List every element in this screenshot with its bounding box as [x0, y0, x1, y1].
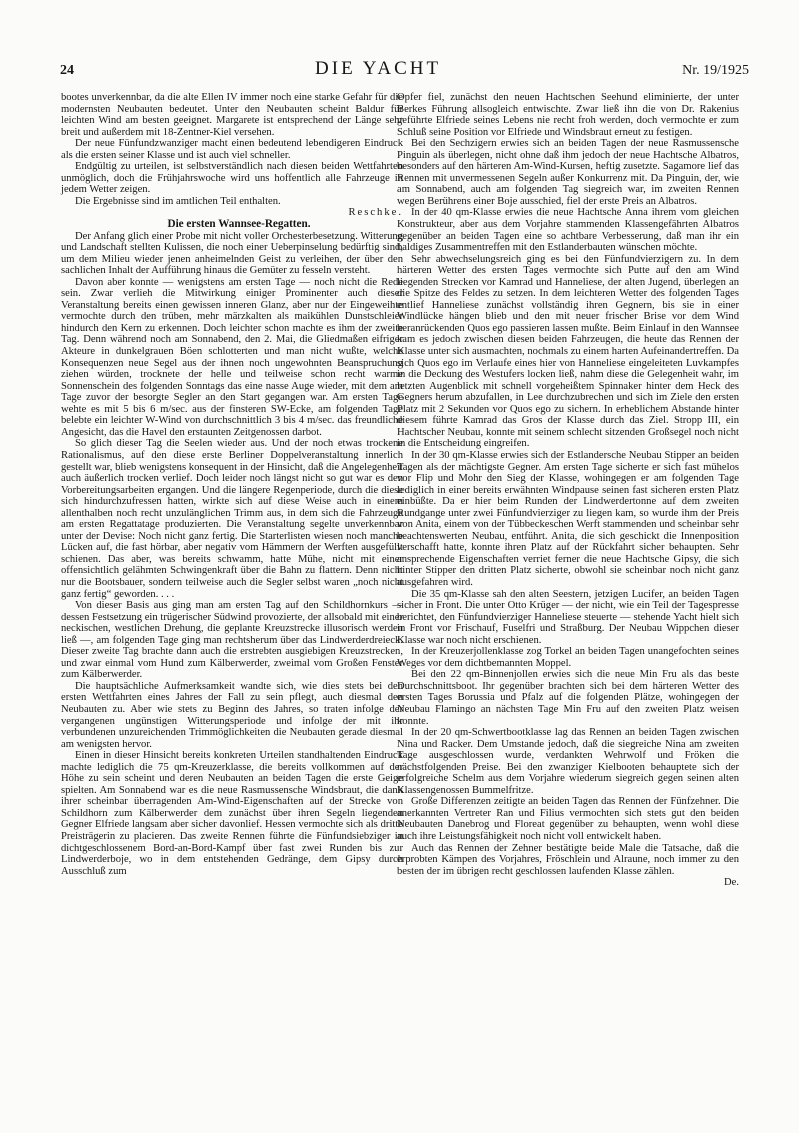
paragraph: Große Differenzen zeitigte an beiden Tagen das Rennen der Fünfzehner. Die anerkannten Vertreter Ran und Filius vermochten sich stets gut den beiden Neubauten Danebrog und Floreat gegenüber zu behaupten, wenn wohl diese auch ihre Leistungsfähigkeit noch nicht voll entwickelt haben.	[397, 796, 739, 842]
paragraph: Die hauptsächliche Aufmerksamkeit wandte sich, wie dies stets bei den ersten Wettfahrten eines Jahres der Fall zu sein pflegt, auch diesmal den Neubauten zu. Aber wie stets zu Beginn des Jahres, so traten infolge der vergangenen ungünstigen Witterungsperiode und infolge der mit ihr verbundenen unzureichenden Trimmöglichkeiten die Neubauten gerade diesmal am wenigsten hervor.	[61, 680, 403, 750]
paragraph: Bei den 22 qm-Binnenjollen erwies sich die neue Min Fru als das beste Durchschnittsboot. Ihr gegenüber brachten sich bei dem härteren Wetter des ersten Tages Borussia und Pfalz auf die folgenden Plätze, wohingegen der Neubau Flamingo an nächsten Tage Min Fru auf den zweiten Platz weisen konnte.	[397, 669, 739, 727]
author-signature: De.	[723, 877, 739, 889]
paragraph: In der Kreuzerjollenklasse zog Torkel an beiden Tagen unangefochten seines Weges vor dem dichtbemannten Moppel.	[397, 646, 739, 669]
paragraph: bootes unverkennbar, da die alte Ellen IV immer noch eine starke Gefahr für die modernsten Neubauten bedeutet. Unter den Neubauten scheint Baldur für leichten Wind am besten geeignet. Margarete ist entsprechend der Länge sehr breit und außerdem mit 18-Zentner-Kiel versehen.	[61, 92, 403, 138]
journal-title: DIE YACHT	[315, 58, 442, 79]
paragraph: Von dieser Basis aus ging man am ersten Tag auf den Schildhornkurs — dessen Festsetzung ein trügerischer Südwind provozierte, der allsobald mit einer neckischen, westlichen Drehung, die geplante Kreuzstrecke illusorisch werden ließ —, am folgenden Tage ging man rechtsherum über das Lindwerderdreieck. Dieser zweite Tag brachte dann auch die erstrebten ausgiebigen Kreuzstrecken, und zwar einmal vom Hund zum Kälberwerder, zweimal vom Großen Fenster zum Kälberwerder.	[61, 600, 403, 681]
paragraph: Die 35 qm-Klasse sah den alten Seestern, jetzigen Lucifer, an beiden Tagen sicher in Front. Die unter Otto Krüger — der nicht, wie ein Teil der Tagespresse berichtet, den Fünfundvierziger Hanneliese steuerte — stehende Yacht hielt sich in Front vor Frischauf, Fuselfri und Straßburg. Der Neubau Wippchen dieser Klasse war noch nicht erschienen.	[397, 588, 739, 646]
right-column	[397, 92, 739, 889]
paragraph: Opfer fiel, zunächst den neuen Hachtschen Seehund eliminierte, der unter Berkes Führung allsogleich entwischte. Zwar ließ ihn die von Dr. Rakenius geführte Elfriede seines Lebens nie recht froh werden, doch vermochte er zum Schluß seine Position vor Elfriede und Windsbraut erneut zu festigen.	[397, 92, 739, 138]
issue-number: Nr. 19/1925	[682, 63, 749, 78]
paragraph: Der neue Fünfundzwanziger macht einen bedeutend lebendigeren Eindruck als die ersten seiner Klasse und ist auch viel schneller.	[61, 138, 403, 161]
paragraph: In der 30 qm-Klasse erwies sich der Estlandersche Neubau Stipper an beiden Tagen als der mächtigste Gegner. Am ersten Tage sicherte er sich fast mühelos vor Flip und Mohr den Sieg der Klasse, wohingegen er am folgenden Tage lediglich in einer bereits erwähnten Windpause seinen fast sicheren ersten Platz einbüßte. Da er hier beim Runden der Lindwerdertonne auf dem zweiten Rundgange unter zwei Fünfundvierziger zu liegen kam, so wurde ihm der Preis von Anita, einem von der Tübbeckeschen Werft stammenden und scheinbar sehr beachtenswerten Neubau, entführt. Anita, die sich geschickt die Innenposition verschafft hatte, konnte ihren Platz auf der Rückfahrt sicher behaupten. Sehr ansprechende Eigenschaften verriet ferner die neue Hachtsche Gipsy, die sich hinter Stipper den dritten Platz sicherte, obwohl sie scheinbar noch nicht ganz ausgefahren wird.	[397, 449, 739, 588]
paragraph: Der Anfang glich einer Probe mit nicht voller Orchesterbesetzung. Witterung und Landschaft stellten Kulissen, die noch einer Ueberpinselung bedürftig sind, um dem Milieu wieder jenen anheimelnden Geist zu verleihen, der über den sachlichen Inhalt der Aufführung hinaus die Gemüter zu fesseln versteht.	[61, 230, 403, 277]
paragraph: So glich dieser Tag die Seelen wieder aus. Und der noch etwas trockene Rationalismus, auf den diese erste Berliner Doppelveranstaltung innerlich gestellt war, blieb wenigstens konsequent in der Hinsicht, daß die Angelegenheit auch äußerlich trocken verlief. Doch leider noch längst nicht so gut war es den Vorbereitungsarbeiten ergangen. Und die längere Regenperiode, durch die diese sich hindurchzufressen hatten, wirkte sich auf diese Weise auch in einem allenthalben noch recht unzulänglichen Trimm aus, in dem sich die Fahrzeuge am ersten Regattatage produzierten. Die Veranstaltung segelte unverkennbar unter der Devise: Noch nicht ganz fertig. Die Starterlisten wiesen noch manche Lücken auf, die fast hörbar, aber negativ vom Hämmern der Werften ausgefüllt schienen. Das aber, was bereits schwamm, hatte Mühe, nicht mit einer offensichtlich gelähmten Schwingenkraft über die Bahn zu flattern. Denn nicht nur die Bootsbauer, sondern teilweise auch die Segler selbst waren „noch nicht ganz fertig“ geworden. . . .	[61, 438, 403, 600]
left-column	[61, 92, 403, 877]
page-header	[60, 58, 749, 80]
paragraph: Einen in dieser Hinsicht bereits konkreten Urteilen standhaltenden Eindruck machte lediglich die 75 qm-Kreuzerklasse, die bereits vollkommen auf der Höhe zu sein scheint und deren Neubauten an beiden Tagen die erste Geige spielten. Am Sonnabend war es die neue Rasmussensche Windsbraut, die dank ihrer scheinbar überragenden Am-Wind-Eigenschaften auf der Strecke von Schildhorn zum Kälberwerder dem zunächst über ihren Segeln liegenden Gegner Elfriede langsam aber sicher davonlief. Hessen vermochte sich als dritte Preisträgerin zu placieren. Das zweite Rennen führte die Fünfundsiebziger in dichtgeschlossenem Bord-an-Bord-Kampf über fast zwei Runden bis zur Lindwerderboje, wo in dem entstehenden Gedränge, dem Gipsy durch Ausschluß zum	[61, 750, 403, 877]
paragraph: In der 20 qm-Schwertbootklasse lag das Rennen an beiden Tagen zwischen Nina und Racker. Dem Umstande jedoch, daß die siegreiche Nina am zweiten Tage ausgeschlossen wurde, verdankten Wehrwolf und Fröken die nächstfolgenden Preise. Bei den zwanziger Kielbooten behauptete sich der erfolgreiche Schelm aus dem Vorjahre wiederum siegreich gegen seinen alten Klassengenossen Bummelfritze.	[397, 727, 739, 796]
paragraph: Davon aber konnte — wenigstens am ersten Tage — noch nicht die Rede sein. Zwar verlieh die Mitwirkung einiger Prominenter auch dieser Veranstaltung bereits einen gewissen inneren Glanz, aber nur der Eingeweihte vermochte durch den trüben, mehr märzkalten als maikühlen Dunstschleier hindurch den Kern zu erkennen. Doch leichter schon machte es ihm der zweite Tag. Denn während noch am Sonnabend, den 2. Mai, die Gliedmaßen eifriger Akteure in dunkelgrauen Böen schlotterten und man nicht wußte, welche Konsequenzen neue Segel aus der ihnen noch ungewohnten Beanspruchung ziehen würden, trocknete der helle und teilweise schon recht warme Sonnenschein des folgenden Sonntags das eine nasse Auge wieder, mit dem am Tage zuvor der besorgte Segler an den Start gegangen war. Am ersten Tage wehte es mit 5 bis 6 m/sec. aus der finsteren SW-Ecke, am folgenden Tage belebte ein leichter W-Wind von durchschnittlich 3 bis 4 m/sec. das freundliche Angesicht, das die Havel den erstaunten Zeitgenossen darbot.	[61, 276, 403, 438]
paragraph: Sehr abwechselungsreich ging es bei den Fünfundvierzigern zu. In dem härteren Wetter des ersten Tages vermochte sich Putte auf den am Wind liegenden Strecken vor Kamrad und Hanneliese, der alten Jugend, überlegen an die Spitze des Feldes zu setzen. In dem leichteren Wetter des folgenden Tages entlief Hanneliese zunächst vollständig ihren Gegnern, bis sie in einer Windlücke hängen blieb und den mit neuer frischer Brise vor dem Wind heranrückenden Quos ego passieren lassen mußte. Beim Einlauf in den Wannsee kam es jedoch zwischen diesen beiden Fahrzeugen, die heute das Rennen der Klasse unter sich ausmachten, nochmals zu einem harten Aufeinandertreffen. Da sich Quos ego im Verlaufe eines hier von Hanneliese eingeleiteten Luvkampfes in die Deckung des Westufers locken ließ, nahm diese die Gelegenheit wahr, im letzten Augenblick mit schnell vorgeheißtem Spinnaker hinter dem Heck des Gegners herum abzufallen, in Lee durchzubrechen und sich im Ziele den ersten Platz mit 2 Sekunden vor Quos ego zu sichern. In erheblichem Abstande hinter diesem führte Kamrad das Gros der Klasse durch das Ziel. Stropp III, ein Hachtscher Neubau, konnte mit seinem schlecht sitzenden Großsegel noch nicht in die Entscheidung eingreifen.	[397, 253, 739, 450]
paragraph: Die Ergebnisse sind im amtlichen Teil enthalten.	[75, 195, 281, 207]
page-number: 24	[60, 63, 74, 78]
paragraph: Endgültig zu urteilen, ist selbstverständlich nach diesen beiden Wettfahrten unmöglich, doch die Frühjahrswoche wird uns hoffentlich alle Fahrzeuge in jedem Wetter zeigen.	[61, 161, 403, 196]
author-signature: Reschke.	[348, 207, 403, 219]
article-heading: Die ersten Wannsee-Regatten.	[167, 218, 311, 231]
paragraph: Auch das Rennen der Zehner bestätigte beide Male die Tatsache, daß die erprobten Kämpen des Vorjahres, Fröschlein und Alraune, noch immer zu den besten der im übrigen recht geschlossen laufenden Klasse zählen.	[397, 842, 739, 877]
paragraph: In der 40 qm-Klasse erwies die neue Hachtsche Anna ihrem vom gleichen Konstrukteur, aber aus dem Vorjahre stammenden Klassengefährten Albatros gegenüber an beiden Tagen eine so achtbare Verbesserung, daß man ihr ein baldiges Zusammentreffen mit den Estlanderbauten wünschen möchte.	[397, 207, 739, 254]
paragraph: Bei den Sechzigern erwies sich an beiden Tagen der neue Rasmussensche Pinguin als überlegen, nicht ohne daß ihm jedoch der neue Hachtsche Albatros, besonders auf den härteren Am-Wind-Kursen, heftig zusetzte. Sagamore lief das Rennen mit unvermessenen Segeln außer Konkurrenz mit. Da Pinguin, der, wie am Sonnabend, auch am folgenden Tag siegreich war, im zweiten Rennen wegen Berührens einer Boje ausschied, fiel der erste Preis an Albatros.	[397, 138, 739, 207]
